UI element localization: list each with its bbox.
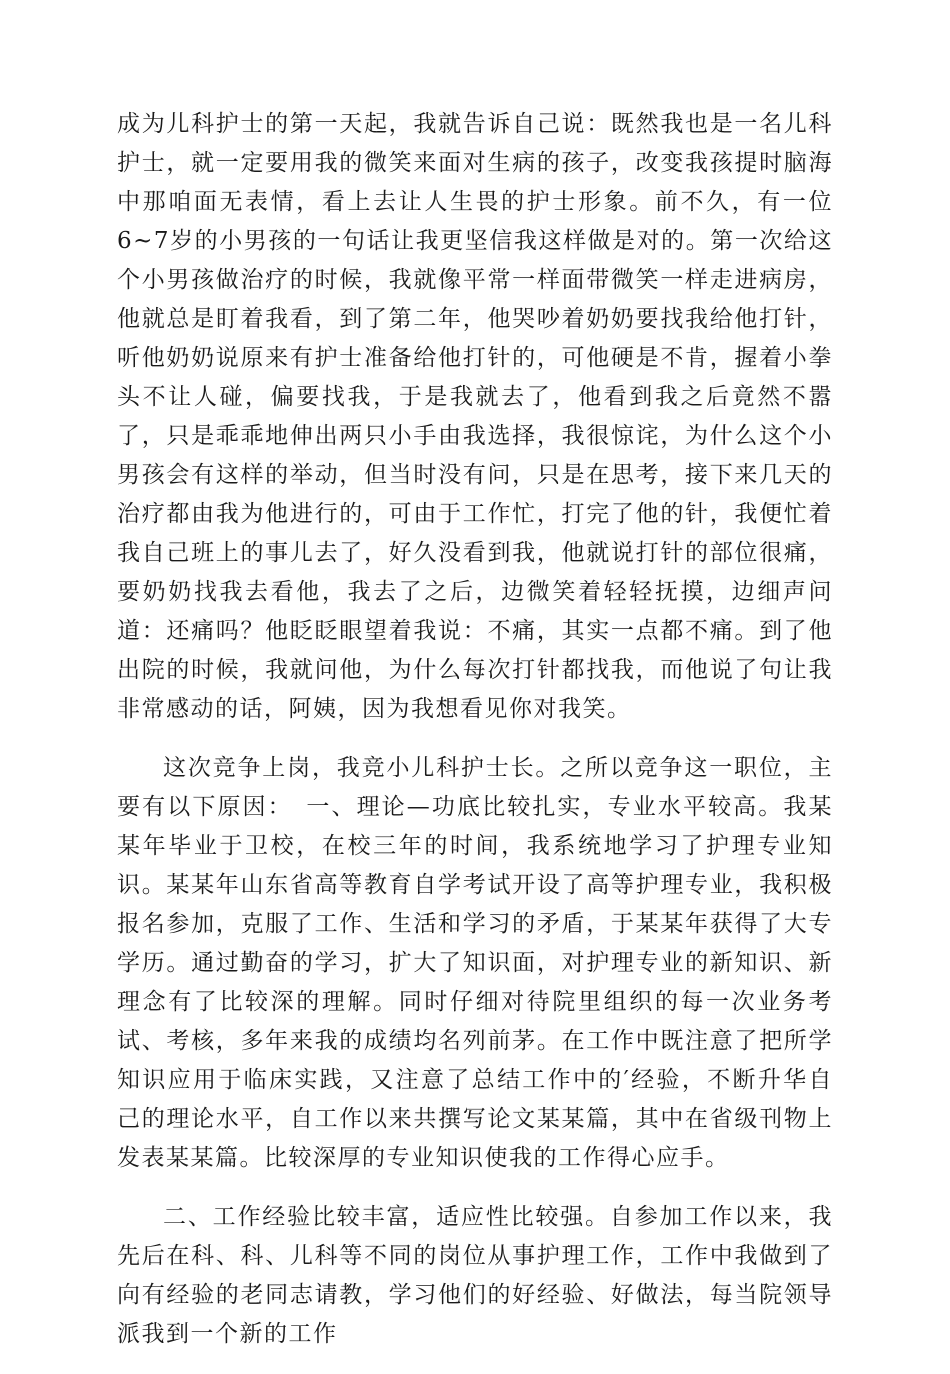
paragraph-work-experience: 二、工作经验比较丰富，适应性比较强。自参加工作以来，我先后在科、科、儿科等不同的岗位从事护理工作，工作中我做到了向有经验的老同志请教，学习他们的好经验、好做法，每当院领导派我到一个新的工作 [117,1204,833,1347]
paragraph-pediatric-nurse-story: 成为儿科护士的第一天起，我就告诉自己说：既然我也是一名儿科护士，就一定要用我的微笑来面对生病的孩子，改变我孩提时脑海中那咱面无表情，看上去让人生畏的护士形象。前不久，有一位6~7岁的小男孩的一句话让我更坚信我这样做是对的。第一次给这个小男孩做治疗的时候，我就像平常一样面带微笑一样走进病房，他就总是盯着我看，到了第二年，他哭吵着奶奶要找我给他打针，听他奶奶说原来有护士准备给他打针的，可他硬是不肯，握着小拳头不让人碰，偏要找我，于是我就去了，他看到我之后竟然不嚣了，只是乖乖地伸出两只小手由我选择，我很惊诧，为什么这个小男孩会有这样的举动，但当时没有问，只是在思考，接下来几天的治疗都由我为他进行的，可由于工作忙，打完了他的针，我便忙着我自己班上的事儿去了，好久没看到我，他就说打针的部位很痛，要奶奶找我去看他，我去了之后，边微笑着轻轻抚摸，边细声问道：还痛吗？他眨眨眼望着我说：不痛，其实一点都不痛。到了他出院的时候，我就问他，为什么每次打针都找我，而他说了句让我非常感动的话，阿姨，因为我想看见你对我笑。 [117,111,833,722]
document-page [117,105,833,1374]
paragraph-competition-reasons: 这次竞争上岗，我竞小儿科护士长。之所以竞争这一职位，主要有以下原因： 一、理论—功底比较扎实，专业水平较高。我某某年毕业于卫校，在校三年的时间，我系统地学习了护理专业知识。某某年山东省高等教育自学考试开设了高等护理专业，我积极报名参加，克服了工作、生活和学习的矛盾，于某某年获得了大专学历。通过勤奋的学习，扩大了知识面，对护理专业的新知识、新理念有了比较深的理解。同时仔细对待院里组织的每一次业务考试、考核，多年来我的成绩均名列前茅。在工作中既注意了把所学知识应用于临床实践，又注意了总结工作中的′经验，不断升华自己的理论水平，自工作以来共撰写论文某某篇，其中在省级刊物上发表某某篇。比较深厚的专业知识使我的工作得心应手。 [117,755,833,1171]
